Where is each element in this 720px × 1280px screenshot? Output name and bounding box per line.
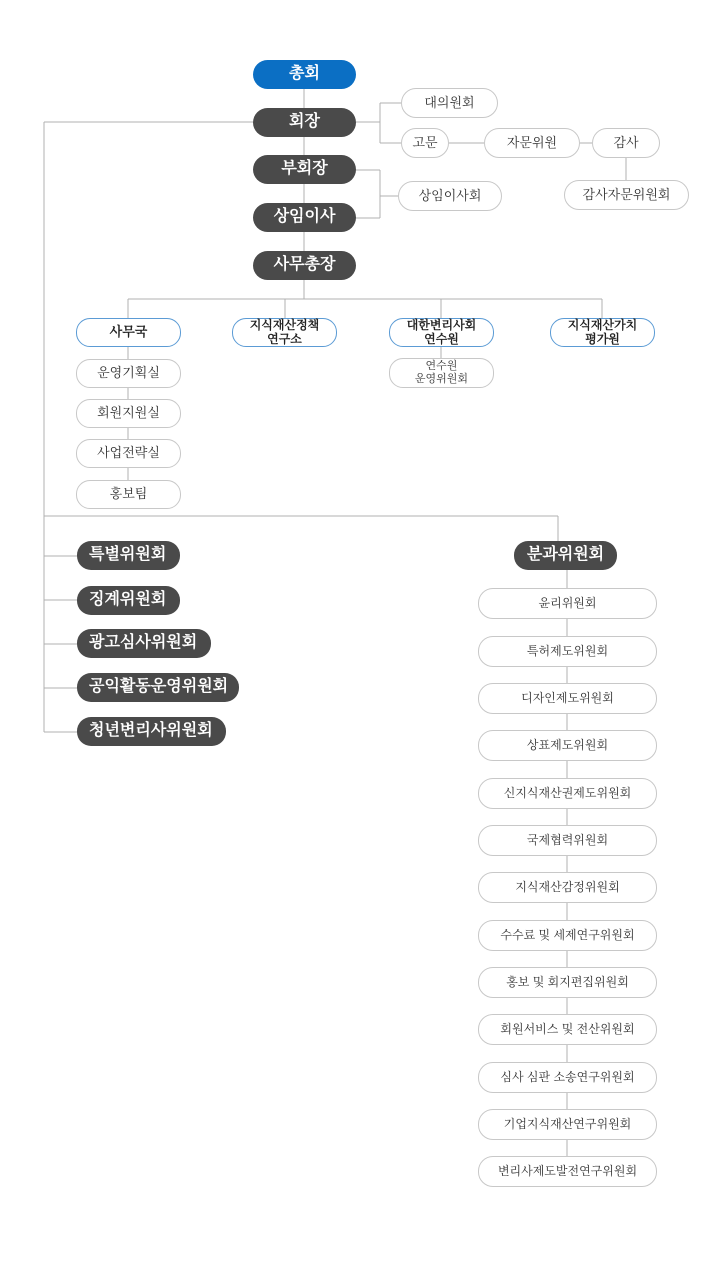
general-assembly-node[interactable]: 총회 <box>253 60 356 89</box>
ip-policy-institute-node[interactable] <box>232 318 337 347</box>
auditor-node[interactable]: 감사 <box>592 128 660 158</box>
subcommittee-item[interactable]: 상표제도위원회 <box>478 730 657 761</box>
subcommittee-header[interactable]: 분과위원회 <box>514 541 617 570</box>
training-institute-line2: 연수원 <box>424 331 459 346</box>
committee-discipline[interactable]: 징계위원회 <box>77 586 180 615</box>
subcommittee-item[interactable]: 윤리위원회 <box>478 588 657 619</box>
secretariat-unit-member-support[interactable]: 회원지원실 <box>76 399 181 428</box>
secretariat-unit-planning[interactable]: 운영기획실 <box>76 359 181 388</box>
president-node[interactable]: 회장 <box>253 108 356 137</box>
committee-public-service[interactable]: 공익활동운영위원회 <box>77 673 239 702</box>
committee-ad-review[interactable]: 광고심사위원회 <box>77 629 211 658</box>
ip-valuation-line2: 평가원 <box>585 331 620 346</box>
advisory-committee-node[interactable]: 자문위원 <box>484 128 580 158</box>
subcommittee-item[interactable]: 기업지식재산연구위원회 <box>478 1109 657 1140</box>
subcommittee-item[interactable]: 회원서비스 및 전산위원회 <box>478 1014 657 1045</box>
training-institute-line1: 대한변리사회 <box>406 317 477 332</box>
subcommittee-item[interactable]: 지식재산감정위원회 <box>478 872 657 903</box>
subcommittee-item[interactable]: 특허제도위원회 <box>478 636 657 667</box>
subcommittee-item[interactable]: 신지식재산권제도위원회 <box>478 778 657 809</box>
standing-board-meeting-node[interactable]: 상임이사회 <box>398 181 502 211</box>
ip-policy-institute-line2: 연구소 <box>267 331 302 346</box>
subcommittee-item[interactable]: 국제협력위원회 <box>478 825 657 856</box>
secretary-general-node[interactable]: 사무총장 <box>253 251 356 280</box>
standing-board-node[interactable]: 상임이사 <box>253 203 356 232</box>
ip-policy-institute-line1: 지식재산정책 <box>249 317 320 332</box>
committee-special[interactable]: 특별위원회 <box>77 541 180 570</box>
subcommittee-item[interactable]: 변리사제도발전연구위원회 <box>478 1156 657 1187</box>
secretariat-unit-pr-team[interactable]: 홍보팀 <box>76 480 181 509</box>
ip-valuation-line1: 지식재산가치 <box>567 317 638 332</box>
committee-young-attorneys[interactable]: 청년변리사위원회 <box>77 717 226 746</box>
council-node[interactable]: 대의원회 <box>401 88 498 118</box>
vice-president-node[interactable]: 부회장 <box>253 155 356 184</box>
subcommittee-item[interactable]: 수수료 및 세제연구위원회 <box>478 920 657 951</box>
subcommittee-item[interactable]: 홍보 및 회지편집위원회 <box>478 967 657 998</box>
subcommittee-item[interactable]: 심사 심판 소송연구위원회 <box>478 1062 657 1093</box>
training-committee-line1: 연수원 <box>425 360 458 373</box>
ip-valuation-node[interactable] <box>550 318 655 347</box>
secretariat-unit-strategy[interactable]: 사업전략실 <box>76 439 181 468</box>
training-committee-line2: 운영위원회 <box>414 373 469 385</box>
audit-advisory-node[interactable]: 감사자문위원회 <box>564 180 689 210</box>
subcommittee-item[interactable]: 디자인제도위원회 <box>478 683 657 714</box>
training-committee-node[interactable] <box>389 358 494 388</box>
secretariat-node[interactable]: 사무국 <box>76 318 181 347</box>
training-institute-node[interactable] <box>389 318 494 347</box>
advisor-node[interactable]: 고문 <box>401 128 449 158</box>
